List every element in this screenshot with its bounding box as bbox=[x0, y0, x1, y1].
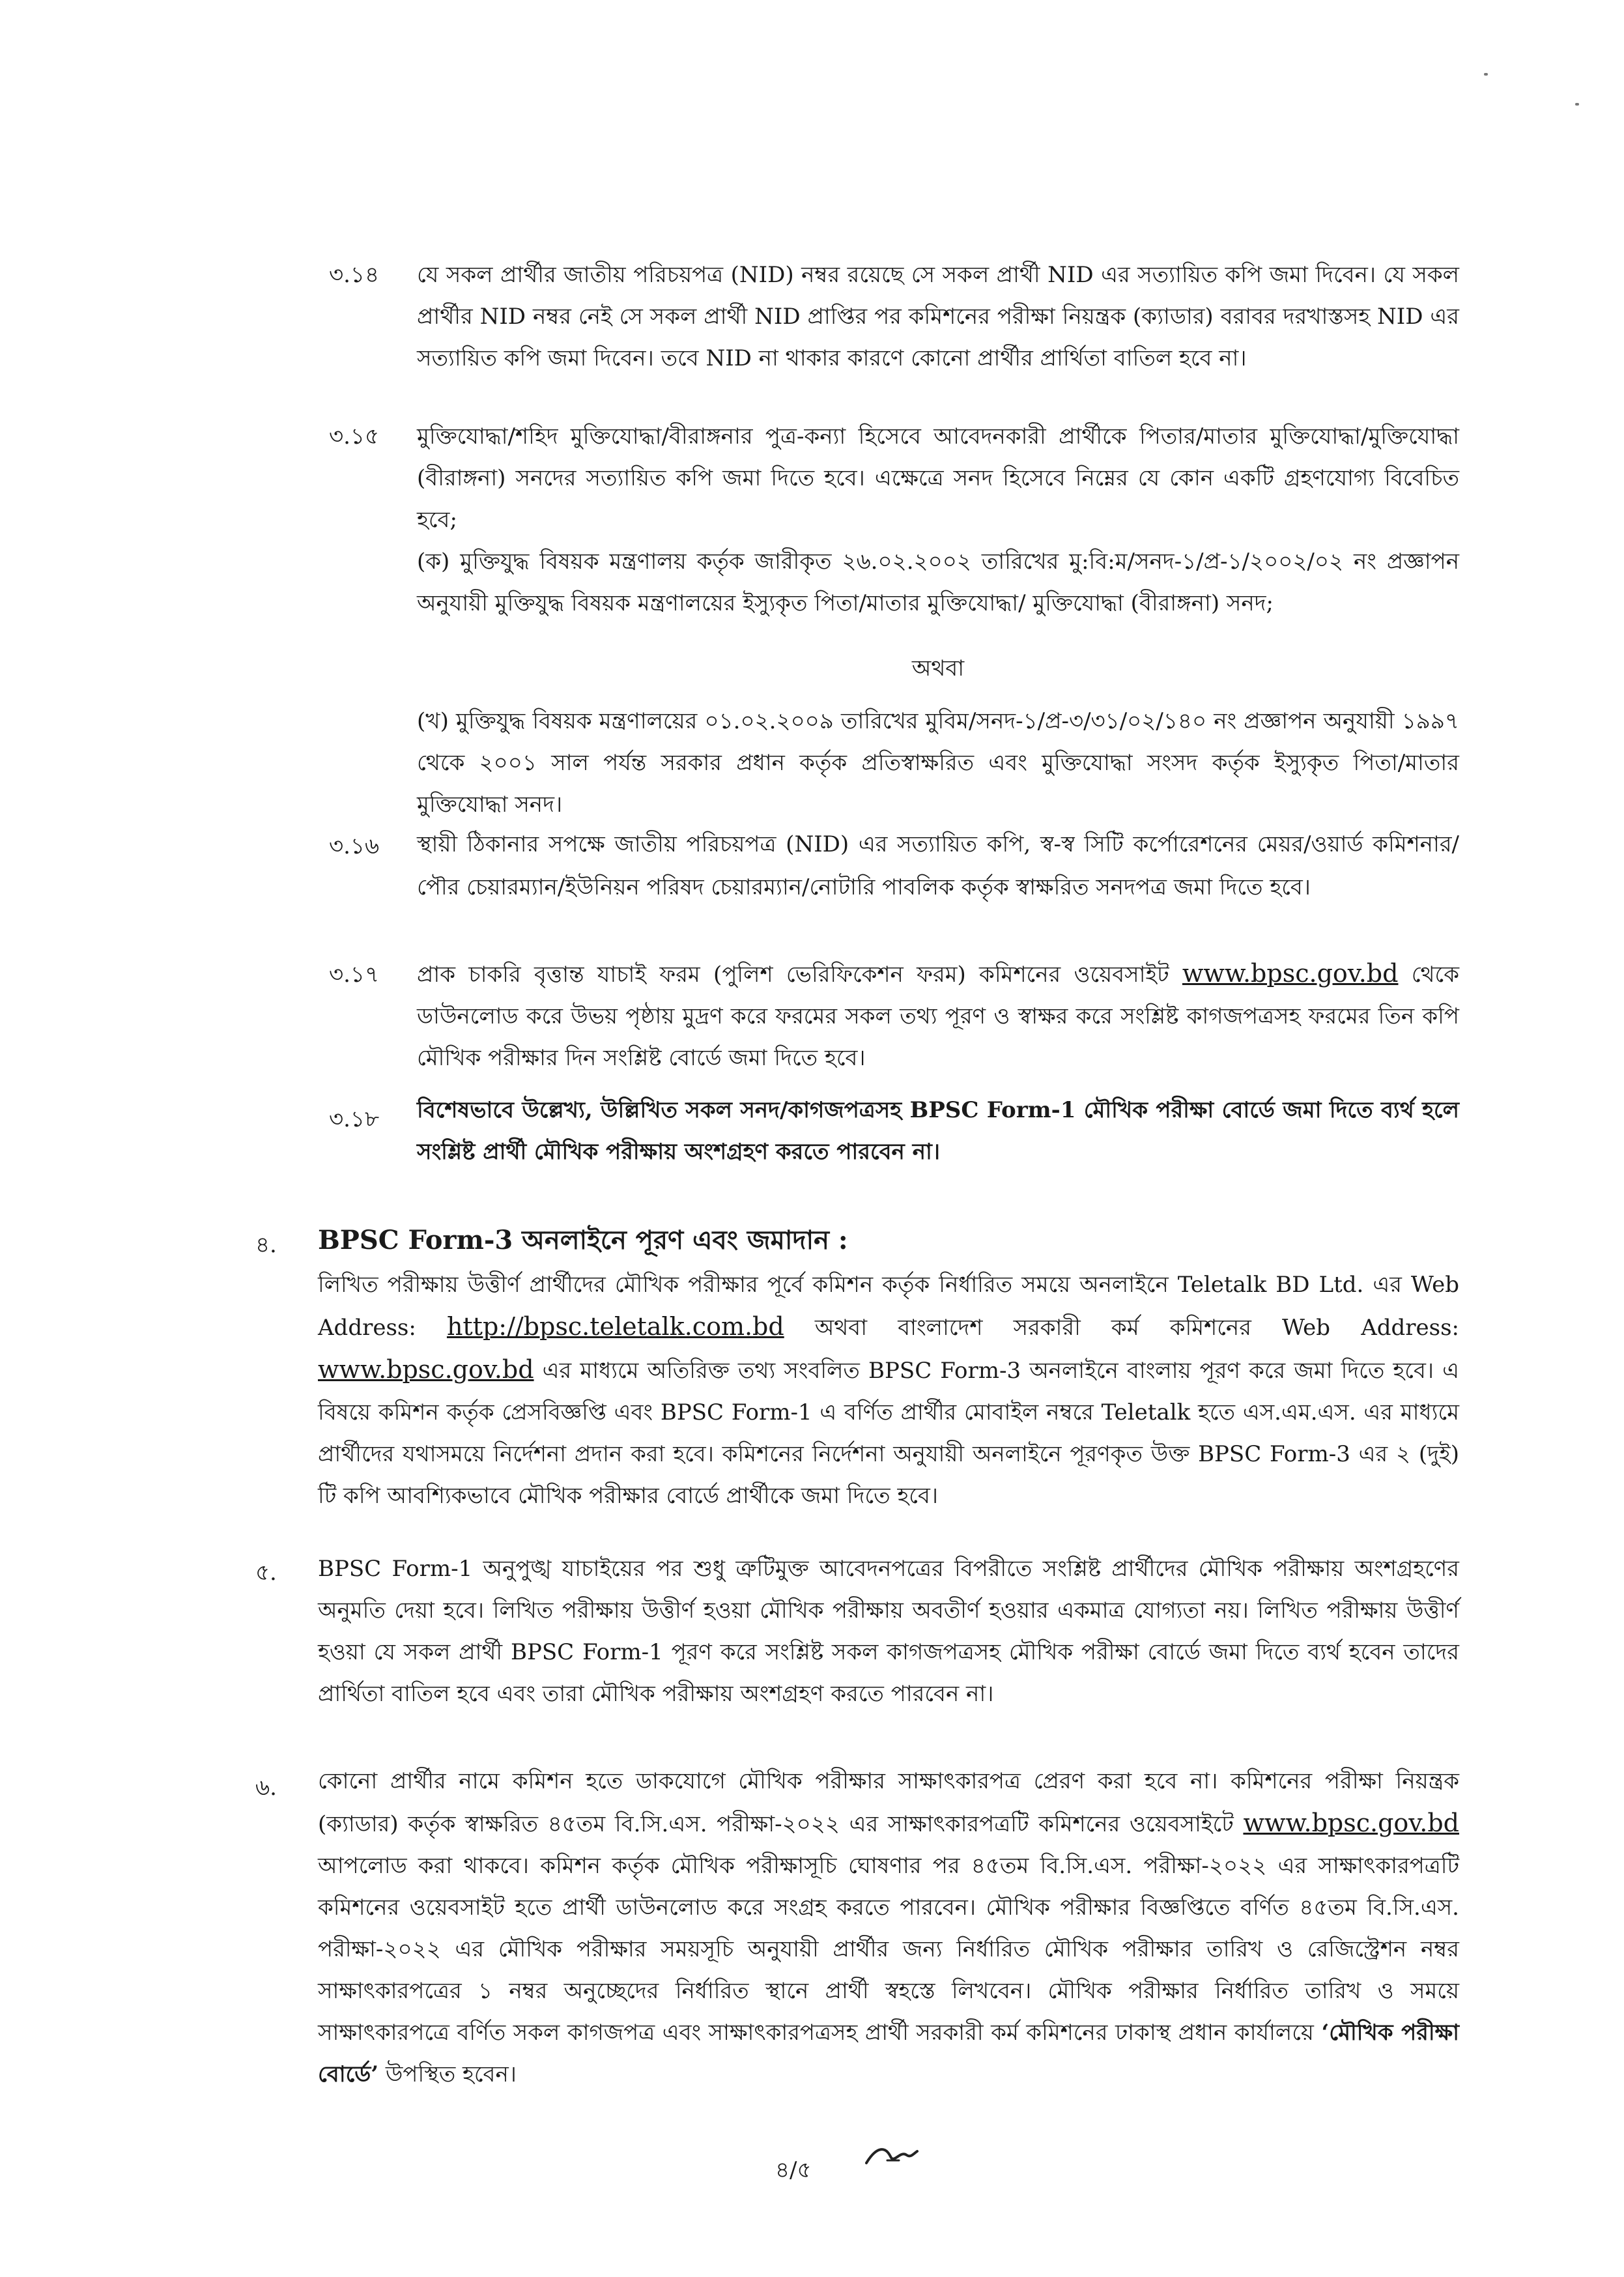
bpsc-website-link[interactable]: www.bpsc.gov.bd bbox=[318, 1355, 534, 1384]
item-text-3-15: মুক্তিযোদ্ধা/শহিদ মুক্তিযোদ্ধা/বীরাঙ্গনার পুত্র-কন্যা হিসেবে আবেদনকারী প্রার্থীকে পিতার/মাতার মুক্তিযোদ্ধা/মুক্তিযোদ্ধা (বীরাঙ্গনা) সনদের সত্যায়িত কপি জমা দিতে হবে। এক্ষেত্রে সনদ হিসেবে নিম্নের যে কোন একটি গ্রহণযোগ্য বিবেচিত হবে; bbox=[417, 423, 1459, 533]
item-number-3-14: ৩.১৪ bbox=[329, 262, 380, 288]
item-text-3-17 bbox=[417, 952, 1459, 1079]
section-heading-4: BPSC Form-3 অনলাইনে পূরণ এবং জমাদান : bbox=[318, 1225, 848, 1255]
or-separator: অথবা bbox=[911, 655, 965, 681]
item-number-3-17: ৩.১৭ bbox=[329, 962, 380, 988]
bpsc-website-link[interactable]: www.bpsc.gov.bd bbox=[1182, 959, 1399, 988]
teletalk-link[interactable]: http://bpsc.teletalk.com.bd bbox=[446, 1312, 784, 1341]
item-text-3-14: যে সকল প্রার্থীর জাতীয় পরিচয়পত্র (NID) নম্বর রয়েছে সে সকল প্রার্থী NID এর সত্যায়িত কপি জমা দিবেন। যে সকল প্রার্থীর NID নম্বর নেই সে সকল প্রার্থী NID প্রাপ্তির পর কমিশনের পরীক্ষা নিয়ন্ত্রক (ক্যাডার) বরাবর দরখাস্তসহ NID এর সত্যায়িত কপি জমা দিবেন। তবে NID না থাকার কারণে কোনো প্রার্থীর প্রার্থিতা বাতিল হবে না। bbox=[417, 262, 1459, 371]
section-number-5: ৫. bbox=[255, 1560, 277, 1586]
item-number-3-18: ৩.১৮ bbox=[329, 1106, 380, 1132]
section-text-4 bbox=[318, 1264, 1459, 1517]
item-number-3-15: ৩.১৫ bbox=[329, 423, 380, 450]
page-number: ৪/৫ bbox=[775, 2157, 812, 2183]
item-sub-b-3-15: (খ) মুক্তিযুদ্ধ বিষয়ক মন্ত্রণালয়ের ০১.০২.২০০৯ তারিখের মুবিম/সনদ-১/প্র-৩/৩১/০২/১৪০ নং প্রজ্ঞাপন অনুযায়ী ১৯৯৭ থেকে ২০০১ সাল পর্যন্ত সরকার প্রধান কর্তৃক প্রতিস্বাক্ষরিত এবং মুক্তিযোদ্ধা সংসদ কর্তৃক ইস্যুকৃত পিতা/মাতার মুক্তিযোদ্ধা সনদ। bbox=[417, 708, 1459, 818]
text-6-a: কোনো প্রার্থীর নামে কমিশন হতে ডাকযোগে মৌখিক পরীক্ষার সাক্ষাৎকারপত্র প্রেরণ করা হবে না। কমিশনের পরীক্ষা নিয়ন্ত্রক (ক্যাডার) কর্তৃক স্বাক্ষরিত ৪৫তম বি.সি.এস. পরীক্ষা-২০২২ এর সাক্ষাৎকারপত্রটি কমিশনের ওয়েবসাইটে bbox=[318, 1768, 1459, 1837]
text-6-c: উপস্থিত হবেন। bbox=[378, 2061, 517, 2087]
section-number-6: ৬. bbox=[255, 1775, 277, 1801]
section-text-6 bbox=[318, 1760, 1459, 2095]
viva-board-emphasis: ‘মৌখিক পরীক্ষা বোর্ডে’ bbox=[318, 2020, 1459, 2087]
section-number-4: ৪. bbox=[255, 1232, 277, 1258]
text-4-c: এর মাধ্যমে অতিরিক্ত তথ্য সংবলিত BPSC Form-3 অনলাইনে বাংলায় পূরণ করে জমা দিতে হবে। এ বিষয়ে কমিশন কর্তৃক প্রেসবিজ্ঞপ্তি এবং BPSC Form-1 এ বর্ণিত প্রার্থীর মোবাইল নম্বরে Teletalk হতে এস.এম.এস. এর মাধ্যমে প্রার্থীদের যথাসময়ে নির্দেশনা প্রদান করা হবে। কমিশনের নির্দেশনা অনুযায়ী অনলাইনে পূরণকৃত উক্ত BPSC Form-3 এর ২ (দুই) টি কপি আবশ্যিকভাবে মৌখিক পরীক্ষার বোর্ডে প্রার্থীকে জমা দিতে হবে। bbox=[318, 1358, 1459, 1509]
item-text-3-18: বিশেষভাবে উল্লেখ্য, উল্লিখিত সকল সনদ/কাগজপত্রসহ BPSC Form-1 মৌখিক পরীক্ষা বোর্ডে জমা দিতে ব্যর্থ হলে সংশ্লিষ্ট প্রার্থী মৌখিক পরীক্ষায় অংশগ্রহণ করতে পারবেন না। bbox=[417, 1097, 1459, 1165]
text-4-b: অথবা বাংলাদেশ সরকারী কর্ম কমিশনের Web Address: bbox=[784, 1315, 1459, 1341]
item-sub-a-3-15: (ক) মুক্তিযুদ্ধ বিষয়ক মন্ত্রণালয় কর্তৃক জারীকৃত ২৬.০২.২০০২ তারিখের মু:বি:ম/সনদ-১/প্র-১/২০০২/০২ নং প্রজ্ঞাপন অনুযায়ী মুক্তিযুদ্ধ বিষয়ক মন্ত্রণালয়ের ইস্যুকৃত পিতা/মাতার মুক্তিযোদ্ধা/ মুক্তিযোদ্ধা (বীরাঙ্গনা) সনদ; bbox=[417, 549, 1459, 616]
item-number-3-16: ৩.১৬ bbox=[329, 833, 380, 859]
text-4-a: লিখিত পরীক্ষায় উত্তীর্ণ প্রার্থীদের মৌখিক পরীক্ষার পূর্বে কমিশন কর্তৃক নির্ধারিত সময়ে অনলাইনে Teletalk BD Ltd. এর Web Address: bbox=[318, 1272, 1459, 1341]
section-text-5: BPSC Form-1 অনুপুঙ্খ যাচাইয়ের পর শুধু ত্রুটিমুক্ত আবেদনপত্রের বিপরীতে সংশ্লিষ্ট প্রার্থীদের মৌখিক পরীক্ষায় অংশগ্রহণের অনুমতি দেয়া হবে। লিখিত পরীক্ষায় উত্তীর্ণ হওয়া মৌখিক পরীক্ষায় অবতীর্ণ হওয়ার একমাত্র যোগ্যতা নয়। লিখিত পরীক্ষায় উত্তীর্ণ হওয়া যে সকল প্রার্থী BPSC Form-1 পূরণ করে সংশ্লিষ্ট সকল কাগজপত্রসহ মৌখিক পরীক্ষা বোর্ডে জমা দিতে ব্যর্থ হবেন তাদের প্রার্থিতা বাতিল হবে এবং তারা মৌখিক পরীক্ষায় অংশগ্রহণ করতে পারবেন না। bbox=[318, 1556, 1459, 1707]
bpsc-website-link[interactable]: www.bpsc.gov.bd bbox=[1243, 1809, 1459, 1837]
item-text-3-16: স্থায়ী ঠিকানার সপক্ষে জাতীয় পরিচয়পত্র (NID) এর সত্যায়িত কপি, স্ব-স্ব সিটি কর্পোরেশনের মেয়র/ওয়ার্ড কমিশনার/পৌর চেয়ারম্যান/ইউনিয়ন পরিষদ চেয়ারম্যান/নোটারি পাবলিক কর্তৃক স্বাক্ষরিত সনদপত্র জমা দিতে হবে। bbox=[417, 831, 1459, 900]
text-3-17-a: প্রাক চাকরি বৃত্তান্ত যাচাই ফরম (পুলিশ ভেরিফিকেশন ফরম) কমিশনের ওয়েবসাইট bbox=[417, 962, 1182, 988]
scan-speck bbox=[1484, 73, 1488, 76]
signature-initial bbox=[861, 2137, 920, 2176]
text-6-b: আপলোড করা থাকবে। কমিশন কর্তৃক মৌখিক পরীক্ষাসূচি ঘোষণার পর ৪৫তম বি.সি.এস. পরীক্ষা-২০২২ এর সাক্ষাৎকারপত্রটি কমিশনের ওয়েবসাইট হতে প্রার্থী ডাউনলোড করে সংগ্রহ করতে পারবেন। মৌখিক পরীক্ষার বিজ্ঞপ্তিতে বর্ণিত ৪৫তম বি.সি.এস. পরীক্ষা-২০২২ এর মৌখিক পরীক্ষার সময়সূচি অনুযায়ী প্রার্থীর জন্য নির্ধারিত মৌখিক পরীক্ষার তারিখ ও রেজিস্ট্রেশন নম্বর সাক্ষাৎকারপত্রের ১ নম্বর অনুচ্ছেদের নির্ধারিত স্থানে প্রার্থী স্বহস্তে লিখবেন। মৌখিক পরীক্ষার নির্ধারিত তারিখ ও সময়ে সাক্ষাৎকারপত্রে বর্ণিত সকল কাগজপত্র এবং সাক্ষাৎকারপত্রসহ প্রার্থী সরকারী কর্ম কমিশনের ঢাকাস্থ প্রধান কার্যালয়ে bbox=[318, 1853, 1459, 2046]
text-3-17-b: থেকে ডাউনলোড করে উভয় পৃষ্ঠায় মুদ্রণ করে ফরমের সকল তথ্য পূরণ ও স্বাক্ষর করে সংশ্লিষ্ট কাগজপত্রসহ ফরমের তিন কপি মৌখিক পরীক্ষার দিন সংশ্লিষ্ট বোর্ডে জমা দিতে হবে। bbox=[417, 962, 1459, 1071]
scan-speck bbox=[1575, 103, 1579, 106]
